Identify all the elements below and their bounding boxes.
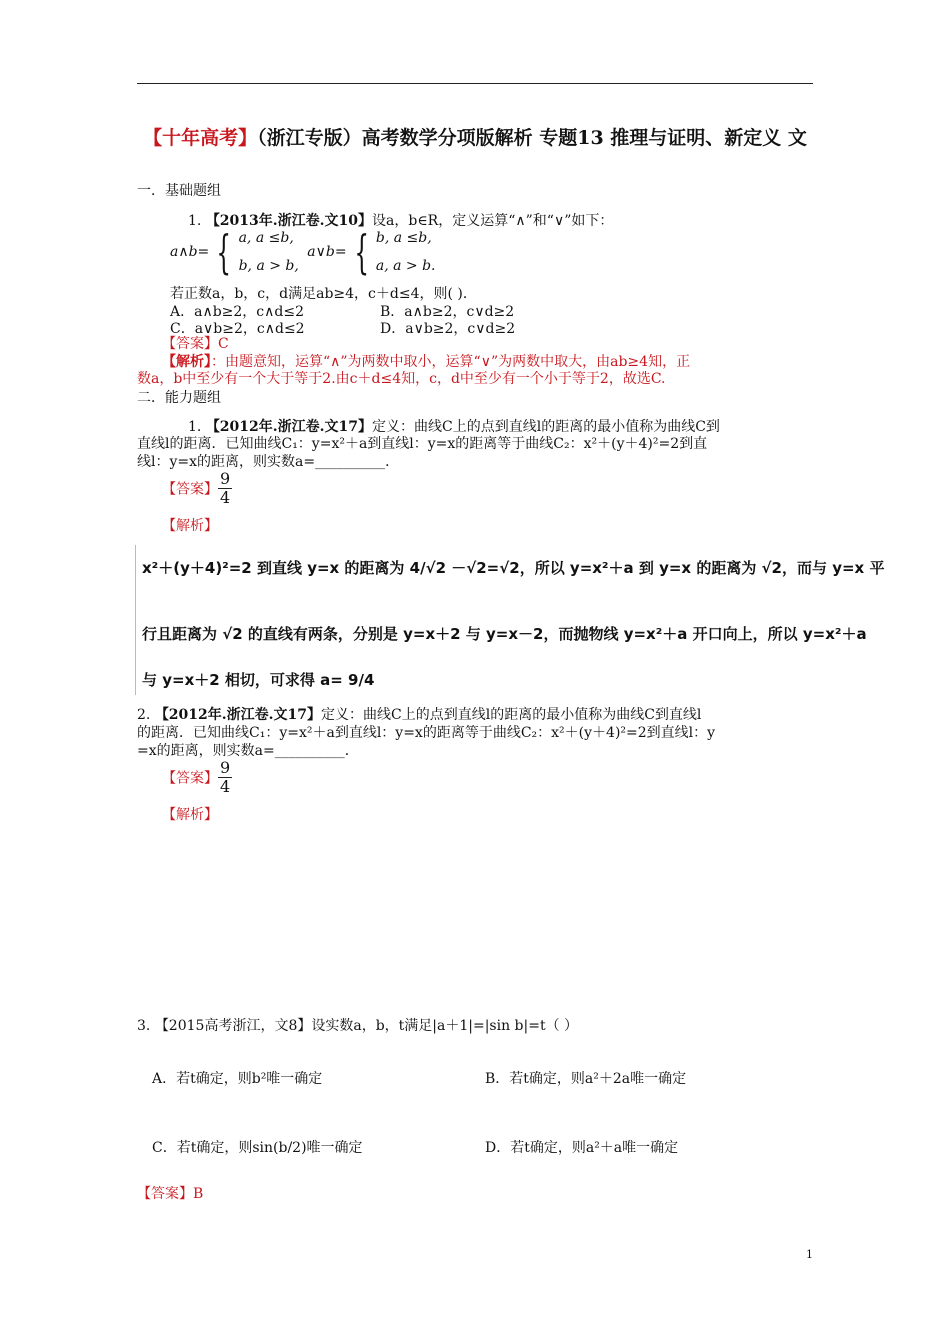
- q1-option-b: B．a∧b≥2，c∨d≥2: [380, 304, 515, 320]
- q1-option-c: C．a∨b≥2，c∧d≤2: [170, 321, 305, 337]
- q2b-answer: 【答案】 $\frac{9}{4}$: [162, 758, 231, 796]
- q1-analysis-line-2: 数a，b中至少有一个大于等于2.由c＋d≤4知，c，d中至少有一个小于等于2，故选C.: [137, 371, 666, 387]
- q1-option-d: D．a∨b≥2，c∨d≥2: [380, 321, 516, 337]
- section-basic: 一．基础题组: [137, 183, 221, 199]
- q2b-analysis-label: 【解析】: [162, 807, 218, 823]
- q1-condition: 若正数a，b，c，d满足ab≥4，c＋d≤4，则( )．: [170, 286, 477, 302]
- q1-operation-definition: a∧b= { a, a ≤b, b, a > b, a∨b= { b, a ≤b, a, a > b.: [170, 225, 436, 279]
- q2b-line-1: 2. 【2012年.浙江卷.文17】定义：曲线C上的点到直线l的距离的最小值称为曲线C到直线l: [137, 707, 702, 723]
- q2b-line-3: =x的距离，则实数a=__________．: [137, 743, 359, 759]
- q1-answer: 【答案】C: [162, 336, 229, 352]
- q2a-line-1: 1. 【2012年.浙江卷.文17】定义：曲线C上的点到直线l的距离的最小值称为曲线C到: [188, 419, 720, 435]
- q1-option-a: A．a∧b≥2，c∧d≤2: [170, 304, 304, 320]
- q3-option-c: C．若t确定，则sin(b/2)唯一确定: [152, 1140, 363, 1156]
- solution-image-line-1: x²＋(y＋4)²=2 到直线 y=x 的距离为 4/√2 －√2=√2，所以 y=x²＋a 到 y=x 的距离为 √2，而与 y=x 平: [142, 559, 885, 577]
- solution-image-line-3: 与 y=x＋2 相切，可求得 a= 9/4: [142, 671, 375, 689]
- q3-answer: 【答案】B: [137, 1186, 204, 1202]
- q3-option-d: D．若t确定，则a²＋a唯一确定: [485, 1140, 679, 1156]
- solution-image-line-2: 行且距离为 √2 的直线有两条，分别是 y=x＋2 与 y=x－2，而抛物线 y=x²＋a 开口向上，所以 y=x²＋a: [142, 625, 867, 643]
- q2a-line-3: 线l：y=x的距离，则实数a=__________．: [137, 454, 400, 470]
- q2a-line-2: 直线l的距离．已知曲线C₁：y=x²＋a到直线l：y=x的距离等于曲线C₂：x²＋(y＋4)²=2到直: [137, 436, 708, 452]
- q3-option-b: B．若t确定，则a²＋2a唯一确定: [485, 1071, 687, 1087]
- q1-analysis-line-1: 【解析】：由题意知，运算“∧”为两数中取小，运算“∨”为两数中取大，由ab≥4知，正: [162, 354, 691, 370]
- q2a-analysis-label: 【解析】: [162, 518, 218, 534]
- q2a-answer: 【答案】 $\frac{9}{4}$: [162, 469, 231, 507]
- q3-stem: 3. 【2015高考浙江，文8】设实数a，b，t满足|a＋1|=|sin b|=t（ ）: [137, 1018, 579, 1034]
- q2b-line-2: 的距离．已知曲线C₁：y=x²＋a到直线l：y=x的距离等于曲线C₂：x²＋(y＋4)²=2到直线l：y: [137, 725, 716, 741]
- header-rule: [137, 83, 813, 84]
- q3-option-a: A．若t确定，则b²唯一确定: [152, 1071, 323, 1087]
- q1-stem-line: 1. 【2013年.浙江卷.文10】设a，b∈R，定义运算“∧”和“∨”如下：: [188, 213, 614, 229]
- page-number: 1: [806, 1248, 813, 1261]
- solution-image: [135, 545, 906, 695]
- section-ability: 二．能力题组: [137, 390, 221, 406]
- document-title: 【十年高考】（浙江专版）高考数学分项版解析 专题13 推理与证明、新定义 文: [143, 127, 807, 149]
